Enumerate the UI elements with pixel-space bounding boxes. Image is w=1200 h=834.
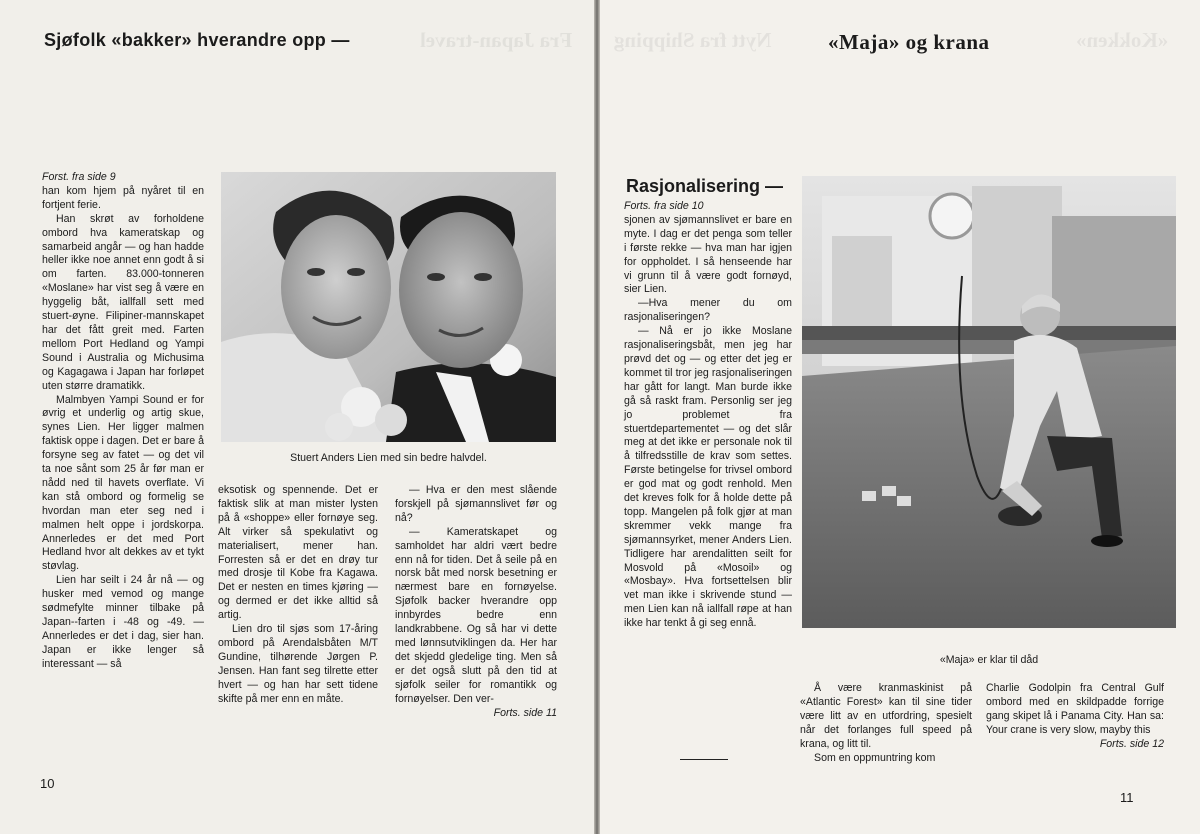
crane-photo-image bbox=[802, 176, 1176, 628]
right-column-2 bbox=[800, 682, 972, 765]
right-column-1 bbox=[624, 200, 792, 631]
right-page bbox=[600, 0, 1200, 834]
paragraph: Malmbyen Yampi Sound er for øvrig et underlig og artig skue, synes Lien. Her ligger malmen faktisk oppe i dagen. Det er bare å forsyne seg av fatet — og det vil ta noe sånt som 25 år før man er nådd ned til havets overflate. Vi kan stå ombord og formelig se hvordan man eter seg ned i malmen helt oppe i jordskorpa. Annerledes er det med Port Hedland hvor alt dekkes av et tykt støvlag. bbox=[42, 393, 204, 573]
paragraph: Forst. fra side 9 bbox=[42, 171, 116, 183]
left-page bbox=[0, 0, 594, 834]
bleed-through-text: «Kokken» bbox=[1076, 28, 1169, 52]
left-column-3 bbox=[395, 484, 557, 720]
right-column-3 bbox=[986, 682, 1164, 752]
paragraph: Forts. side 11 bbox=[493, 706, 557, 719]
left-column-1 bbox=[42, 171, 204, 672]
paragraph: sjonen av sjømannslivet er bare en myte. I dag er det penga som teller i første rekke — hva man har igjen for oppholdet. I så henseende har vi grunn til å være godt fornøyd, sier Lien. bbox=[624, 213, 792, 296]
end-rule bbox=[680, 759, 728, 760]
couple-photo-caption: Stuert Anders Lien med sin bedre halvdel. bbox=[290, 452, 487, 464]
paragraph: Charlie Godolpin fra Central Gulf ombord med en skildpadde forrige gang skipet lå i Panama City. Han sa: Your crane is very slow, mayby this bbox=[986, 682, 1164, 736]
couple-photo-image bbox=[221, 172, 556, 442]
paragraph: Å være kranmaskinist på «Atlantic Forest» kan til sine tider være litt av en utfordring, spesielt når det forlanges full speed på krana, og litt til. bbox=[800, 682, 972, 750]
bleed-through-text: Fra Japan-travel bbox=[420, 28, 573, 52]
left-page-number: 10 bbox=[40, 776, 55, 791]
paragraph: Forts. side 12 bbox=[1099, 737, 1164, 750]
paragraph: —Hva mener du om rasjonaliseringen? bbox=[624, 297, 792, 324]
paragraph: — Hva er den mest slående forskjell på sjømannslivet før og nå? bbox=[395, 484, 557, 524]
left-column-2 bbox=[218, 484, 378, 707]
paragraph: Forts. fra side 10 bbox=[624, 200, 704, 212]
paragraph: Lien dro til sjøs som 17-åring ombord på Arendalsbåten M/T Gundine, tilhørende Jørgen P. Jensen. Han fant seg tilrette etter hvert — og han har sett tidene skifte på mer enn en måte. bbox=[218, 623, 378, 705]
right-headline: «Maja» og krana bbox=[828, 30, 990, 54]
section-subhead: Rasjonalisering — bbox=[626, 176, 784, 196]
crane-photo-caption: «Maja» er klar til dåd bbox=[939, 654, 1039, 666]
bleed-through-text: Nytt fra Shipping bbox=[614, 28, 772, 52]
left-headline: Sjøfolk «bakker» hverandre opp — bbox=[44, 30, 350, 50]
paragraph: Han skrøt av forholdene ombord hva kameratskap og samarbeid angår — og han hadde heller ikke noe annet enn godt å si om farten. 83.000-tonneren «Moslane» har vist seg å være en hyggelig båt, iallfall sett med stuert-øyne. Filipiner-mannskapet har det fått greit med. Farten mellom Port Hedland og Yampi Sound i Australia og Michusima og Kagagawa i Japan har forløpet uten større dramatikk. bbox=[42, 212, 204, 392]
crane-photo bbox=[802, 176, 1176, 628]
paragraph: — Kameratskapet og samholdet har aldri vært bedre enn nå for tiden. Det å seile på en norsk båt med norsk besetning er nærmest bare en fornøyelse. Sjøfolk backer hverandre opp innbyrdes bedre enn landkrabbene. Og så har vi dette med lønnsutviklingen da. Her har det skjedd gledelige ting. Men så er det også slutt på den tid at sjøfolk seiler for romantikk og fornøyelser. Den ver- bbox=[395, 525, 557, 705]
paragraph: Som en oppmuntring kom bbox=[814, 751, 936, 764]
paragraph: han kom hjem på nyåret til en fortjent ferie. bbox=[42, 184, 204, 211]
paragraph: — Nå er jo ikke Moslane rasjonaliseringsbåt, men jeg har prøvd det og — og etter det jeg er kommet til tror jeg rasjonaliseringen har gått for langt. Man burde ikke gå så raskt fram. Personlig ser jeg jo problemet fra stuertdepartementet — og det slår meg at det ikke er personale nok til å tilfredsstille de krav som settes. Første betingelse for trivsel ombord er god mat og godt renhold. Men det kreves folk for å holde dette på topp. Mangelen på folk gjør at man skremmer vekk mange fra sjømannsyrket, mener Anders Lien. Tidligere har arendalitten seilt for Mosvold på «Mosoil» og «Mosbay». Hva fortsettelsen blir vet man ikke i skrivende stund — men Lien kan nå iallfall røpe at han ikke har tenkt å gi seg ennå. bbox=[624, 325, 792, 630]
couple-photo bbox=[221, 172, 556, 442]
paragraph: Lien har seilt i 24 år nå — og husker med vemod og mange sødmefylte minner tilbake på Japan--farten i -48 og -49. — Annerledes er det i dag, sier han. Japan er ikke lenger så interessant — så bbox=[42, 574, 204, 670]
right-page-number: 11 bbox=[1120, 790, 1134, 805]
paragraph: eksotisk og spennende. Det er faktisk slik at man mister lysten på å «shoppe» eller fornøye seg. Alt virker så spekulativt og materialisert, mener han. Forresten så er det en drøy tur med drosje til Kobe fra Kagawa. Det er nesten en times kjøring — og dermed er det ikke alltid så artig. bbox=[218, 484, 378, 622]
